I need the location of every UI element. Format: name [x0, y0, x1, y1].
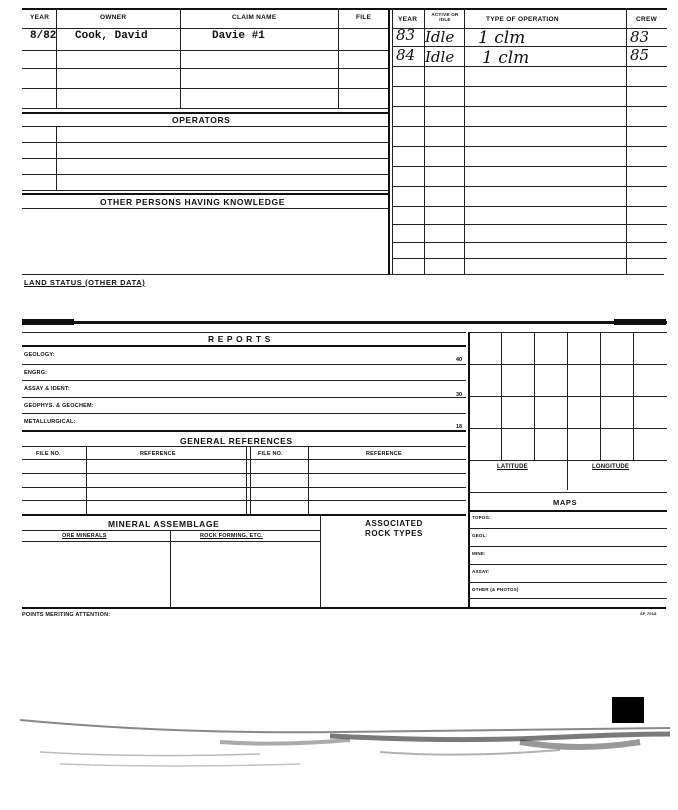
- form-code: SF 7018: [640, 611, 657, 616]
- maps-title: MAPS: [553, 498, 578, 507]
- entry-year: 8/82: [30, 30, 57, 42]
- ref-header-file-1: FILE NO.: [36, 451, 61, 457]
- maps-topog: TOPOG:: [472, 515, 491, 520]
- land-status-label: LAND STATUS (OTHER DATA): [24, 278, 146, 287]
- report-metallurgical-num: 18: [456, 424, 463, 430]
- report-geology: GEOLOGY:: [24, 352, 55, 358]
- op-1-status: Idle: [425, 28, 455, 46]
- operators-title: OPERATORS: [172, 115, 231, 125]
- reports-title: R E P O R T S: [208, 334, 271, 344]
- op-2-crew: 85: [630, 46, 650, 64]
- latitude-label: LATITUDE: [497, 464, 528, 470]
- header-year: YEAR: [30, 14, 50, 21]
- op-1-type: 1 clm: [478, 28, 526, 48]
- report-assay-num: 30: [456, 392, 463, 398]
- ore-minerals-header: ORE MINERALS: [62, 533, 107, 539]
- header-file: FILE: [356, 14, 372, 21]
- report-metallurgical: METALLURGICAL:: [24, 419, 76, 425]
- entry-claim-name: Davie #1: [212, 30, 265, 42]
- header-claim-name: CLAIM NAME: [232, 14, 277, 21]
- header-owner: OWNER: [100, 14, 127, 21]
- op-2-type: 1 clm: [482, 48, 530, 68]
- op-2-status: Idle: [425, 48, 455, 66]
- header-active-idle: ACTIVE OR IDLE: [431, 12, 459, 22]
- ref-header-reference-1: REFERENCE: [140, 451, 176, 457]
- maps-assay: ASSAY:: [472, 569, 490, 574]
- maps-mine: MINE:: [472, 551, 486, 556]
- header-type-of-operation: TYPE OF OPERATION: [486, 16, 559, 23]
- section-divider: [22, 321, 667, 324]
- report-geology-num: 40: [456, 357, 463, 363]
- entry-owner: Cook, David: [75, 30, 148, 42]
- maps-geol: GEOL:: [472, 533, 488, 538]
- ref-header-file-2: FILE NO.: [258, 451, 283, 457]
- associated-rock-types-title: ASSOCIATED ROCK TYPES: [364, 519, 423, 538]
- mineral-assemblage-title: MINERAL ASSEMBLAGE: [108, 519, 220, 529]
- report-engrg: ENGRG:: [24, 370, 48, 376]
- other-persons-title: OTHER PERSONS HAVING KNOWLEDGE: [100, 197, 286, 207]
- report-assay: ASSAY & IDENT:: [24, 386, 70, 392]
- rock-forming-header: ROCK FORMING, ETC.: [200, 533, 263, 539]
- general-references-title: GENERAL REFERENCES: [180, 436, 293, 446]
- op-1-year: 83: [396, 26, 416, 44]
- longitude-label: LONGITUDE: [592, 464, 630, 470]
- ref-header-reference-2: REFERENCE: [366, 451, 402, 457]
- op-1-crew: 83: [630, 28, 650, 46]
- header-year-2: YEAR: [398, 16, 418, 23]
- maps-other: OTHER (& PHOTOS): [472, 587, 519, 592]
- op-2-year: 84: [396, 46, 416, 64]
- header-crew: CREW: [636, 16, 658, 23]
- points-meriting-attention-label: POINTS MERITING ATTENTION:: [22, 612, 111, 618]
- report-geophys: GEOPHYS. & GEOCHEM:: [24, 403, 94, 409]
